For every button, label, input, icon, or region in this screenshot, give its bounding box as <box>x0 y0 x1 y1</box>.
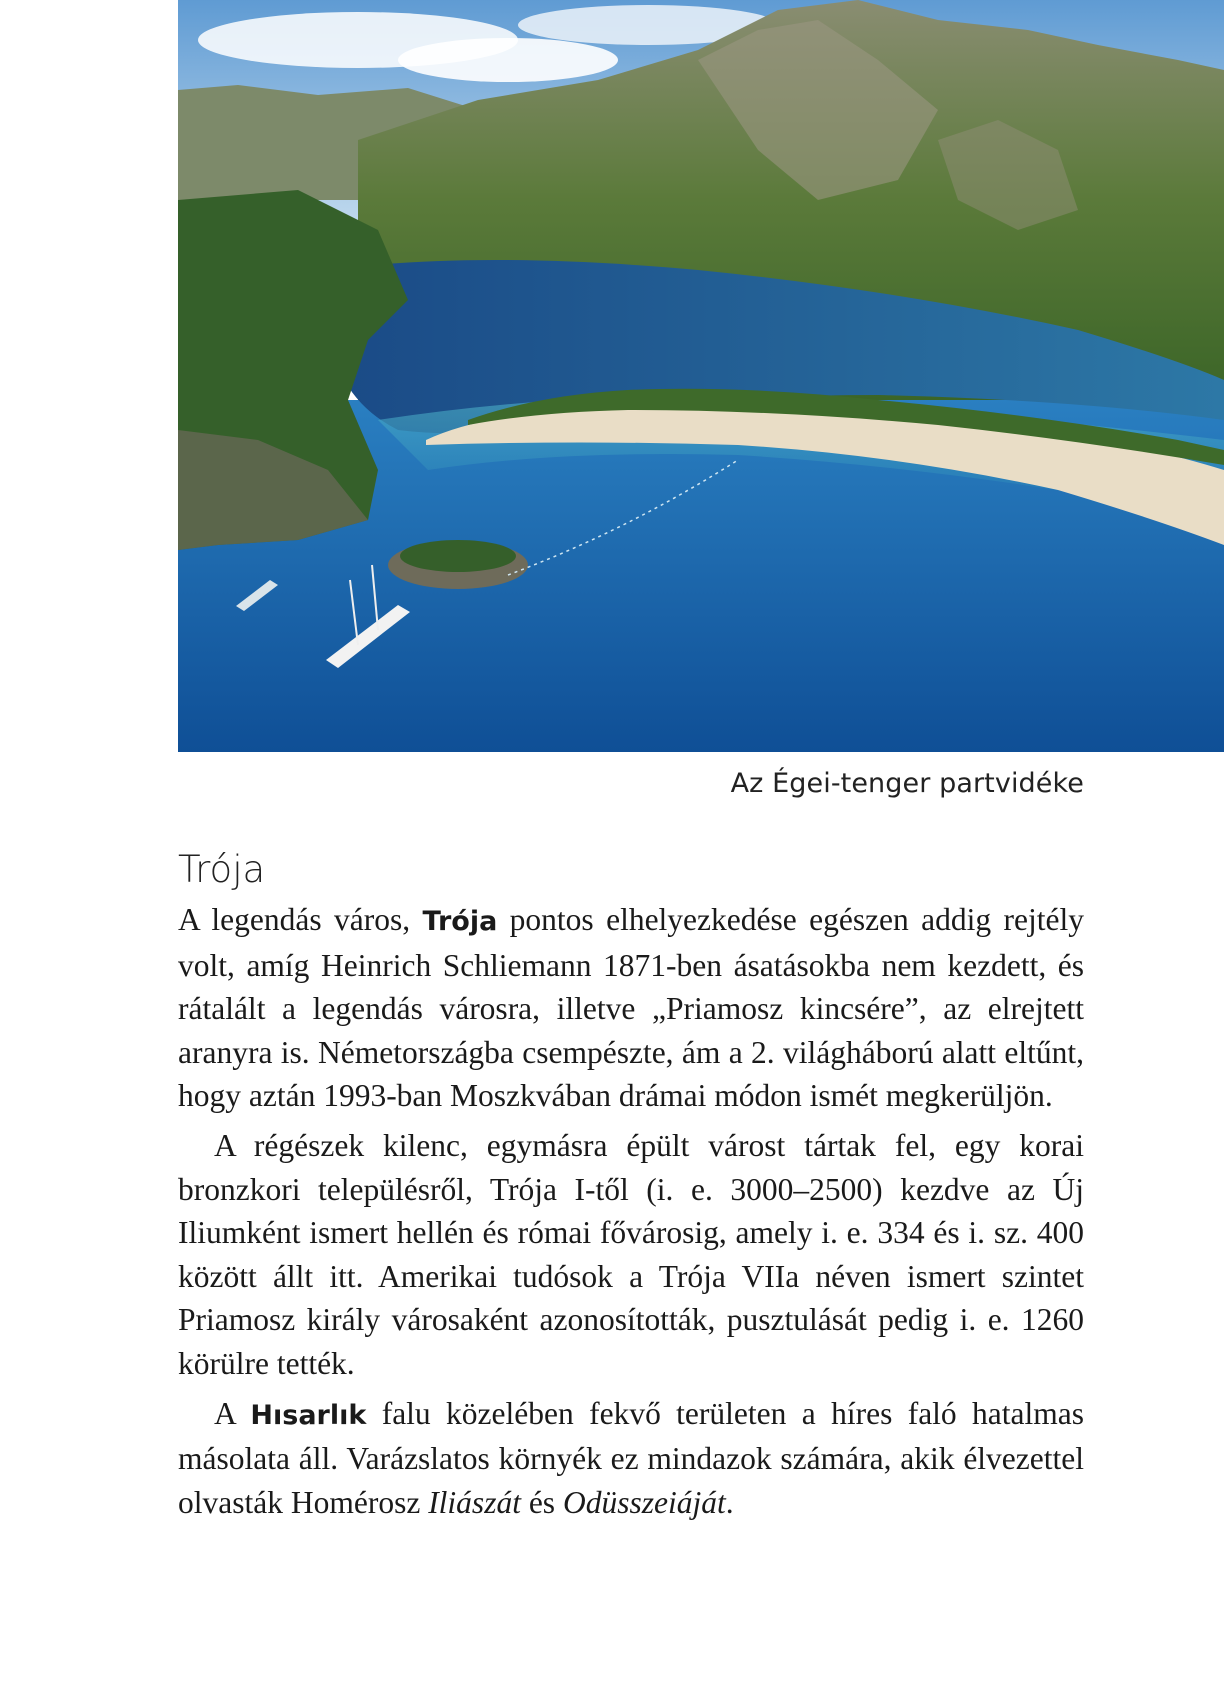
paragraph-1: A legendás város, Trója pontos elhelyezkedése egészen addig rejtély volt, amíg Heinrich Schliemann 1871-ben ásatásokba nem kezdett, és rátalált a legendás városra, illetve „Priamosz kincsére”, az elrejtett aranyra is. Németországba csempészte, ám a 2. világháború alatt eltűnt, hogy aztán 1993-ban Moszkvában drámai módon ismét megkerüljön. <box>178 902 1085 1114</box>
title-iliad: Iliászát <box>428 1484 521 1520</box>
keyword-troja: Trója <box>422 906 498 937</box>
paragraph-3: A Hısarlık falu közelében fekvő területen a híres faló hatalmas másolata áll. Varázslatos környék ez mindazok számára, akik élvezettel olvasták Homérosz Iliászát és Odüsszeiáját. <box>178 1395 1085 1520</box>
photo-caption: Az Égei-tenger partvidéke <box>730 768 1084 799</box>
aegean-coast-photo <box>178 0 1224 752</box>
article-body <box>178 898 1084 1530</box>
keyword-hisarlik: Hısarlık <box>250 1399 367 1431</box>
landscape-image <box>178 0 1224 752</box>
section-title: Trója <box>178 848 266 891</box>
title-odyssey: Odüsszeiáját <box>562 1484 726 1520</box>
paragraph-2: A régészek kilenc, egymásra épült várost tártak fel, egy korai bronzkori településről, Trója I-től (i. e. 3000–2500) kezdve az Új Iliumként ismert hellén és római fővárosig, amely i. e. 334 és i. sz. 400 között állt itt. Amerikai tudósok a Trója VIIa néven ismert szintet Priamosz király városaként azonosították, pusztulását pedig i. e. 1260 körülre tették. <box>178 1127 1084 1381</box>
